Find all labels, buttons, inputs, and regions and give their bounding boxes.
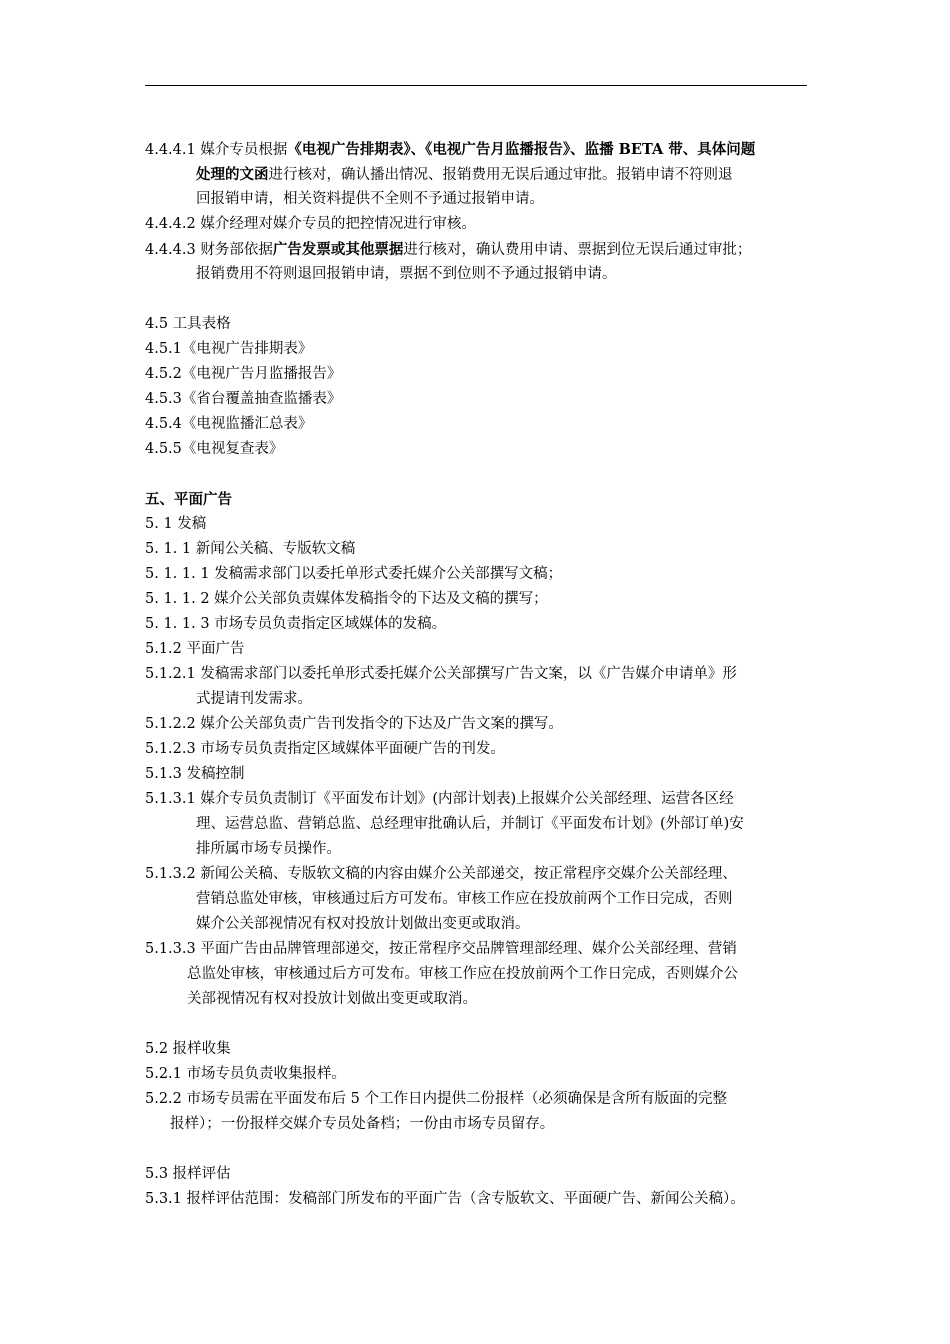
para-4-4-4-2: [145, 212, 813, 237]
heading-4-5: 4.5 工具表格: [145, 316, 231, 332]
text: 进行核对，确认播出情况、报销费用无误后通过审批。报销申请不符则退: [268, 167, 733, 183]
heading-5-1-3: 5.1.3 发稿控制: [145, 766, 245, 782]
tool-item: 4.5.3《省台覆盖抽查监播表》: [145, 391, 342, 407]
bold-text: 监播 BETA 带、具体问题: [584, 141, 756, 158]
heading-5-1-2: 5.1.2 平面广告: [145, 641, 245, 657]
chapter-title: 五、平面广告: [145, 491, 232, 508]
text: 报销费用不符则退回报销申请，票据不到位则不予通过报销申请。: [196, 266, 617, 282]
para-5-2-1: 5.2.1 市场专员负责收集报样。: [145, 1066, 347, 1082]
para-5-1-3-2-line3: 媒介公关部视情况有权对投放计划做出变更或取消。: [196, 916, 530, 932]
para-4-4-4-1-line3: [145, 187, 813, 212]
heading-5-2: 5.2 报样收集: [145, 1041, 231, 1057]
bold-text: 《电视广告月监播报告》: [425, 141, 571, 158]
bold-text: 、: [570, 141, 585, 158]
para-4-4-4-1-line2: [145, 162, 813, 187]
spacer: [145, 1012, 813, 1037]
section-number: 4.4.4.2: [145, 216, 196, 232]
text: 媒介专员根据: [200, 142, 288, 158]
spacer: [145, 1137, 813, 1162]
para-5-1-1-1: 5. 1. 1. 1 发稿需求部门以委托单形式委托媒介公关部撰写文稿；: [145, 566, 563, 582]
heading-5-3: 5.3 报样评估: [145, 1166, 231, 1182]
para-5-1-2-3: 5.1.2.3 市场专员负责指定区域媒体平面硬广告的刊发。: [145, 741, 505, 757]
section-number: 4.4.4.3: [145, 242, 196, 258]
spacer: [145, 462, 813, 487]
para-5-1-2-2: 5.1.2.2 媒介公关部负责广告刊发指令的下达及广告文案的撰写。: [145, 716, 563, 732]
para-4-4-4-3-line1: [145, 237, 813, 262]
text: 进行核对，确认费用申请、票据到位无误后通过审批；: [403, 242, 752, 258]
para-5-1-1-2: 5. 1. 1. 2 媒介公关部负责媒体发稿指令的下达及文稿的撰写；: [145, 591, 548, 607]
para-5-1-3-1-line1: 5.1.3.1 媒介专员负责制订《平面发布计划》(内部计划表)上报媒介公关部经理、运营各区经: [145, 791, 734, 807]
para-5-1-3-3-line2: 总监处审核，审核通过后方可发布。审核工作应在投放前两个工作日完成，否则媒介公: [187, 966, 738, 982]
tool-item: 4.5.4《电视监播汇总表》: [145, 416, 313, 432]
tool-item: 4.5.1《电视广告排期表》: [145, 341, 313, 357]
para-5-2-2-line1: 5.2.2 市场专员需在平面发布后 5 个工作日内提供二份报样（必须确保是含所有版面的完整: [145, 1091, 727, 1107]
para-5-1-3-1-line2: 理、运营总监、营销总监、总经理审批确认后，并制订《平面发布计划》(外部订单)安: [196, 816, 744, 832]
bold-text: 处理的文函: [196, 166, 269, 183]
para-5-1-3-2-line2: 营销总监处审核，审核通过后方可发布。审核工作应在投放前两个工作日完成，否则: [196, 891, 733, 907]
para-5-1-3-3-line1: 5.1.3.3 平面广告由品牌管理部递交，按正常程序交品牌管理部经理、媒介公关部经理、营销: [145, 941, 737, 957]
tool-item: 4.5.2《电视广告月监播报告》: [145, 366, 342, 382]
bold-text: 、: [410, 141, 426, 158]
chapter-heading: [145, 487, 813, 512]
bold-text: 广告发票或其他票据: [272, 241, 404, 258]
bold-text: 《电视广告排期表》: [287, 141, 411, 158]
para-5-1-2-1-line1: 5.1.2.1 发稿需求部门以委托单形式委托媒介公关部撰写广告文案，以《广告媒介申请单》形: [145, 666, 737, 682]
para-5-2-2-line2: 报样）；一份报样交媒介专员处备档；一份由市场专员留存。: [170, 1116, 555, 1132]
para-5-3-1: 5.3.1 报样评估范围：发稿部门所发布的平面广告（含专版软文、平面硬广告、新闻公关稿）。: [145, 1191, 745, 1207]
para-5-1-3-1-line3: 排所属市场专员操作。: [196, 841, 341, 857]
tool-item: 4.5.5《电视复查表》: [145, 441, 284, 457]
para-5-1-1-3: 5. 1. 1. 3 市场专员负责指定区域媒体的发稿。: [145, 616, 447, 632]
para-5-1-3-3-line3: 关部视情况有权对投放计划做出变更或取消。: [187, 991, 477, 1007]
header-rule: [145, 85, 807, 86]
heading-5-1: 5. 1 发稿: [145, 516, 207, 532]
text: 财务部依据: [200, 242, 273, 258]
text: 回报销申请，相关资料提供不全则不予通过报销申请。: [196, 191, 544, 207]
heading-5-1-1: 5. 1. 1 新闻公关稿、专版软文稿: [145, 541, 356, 557]
para-4-4-4-1-line1: [145, 137, 813, 162]
text: 媒介经理对媒介专员的把控情况进行审核。: [200, 216, 476, 232]
section-number: 4.4.4.1: [145, 142, 196, 158]
para-4-4-4-3-line2: [145, 262, 813, 287]
document-body: [145, 137, 813, 1212]
para-5-1-3-2-line1: 5.1.3.2 新闻公关稿、专版软文稿的内容由媒介公关部递交，按正常程序交媒介公关部经理、: [145, 866, 737, 882]
para-5-1-2-1-line2: 式提请刊发需求。: [196, 691, 312, 707]
spacer: [145, 287, 813, 312]
